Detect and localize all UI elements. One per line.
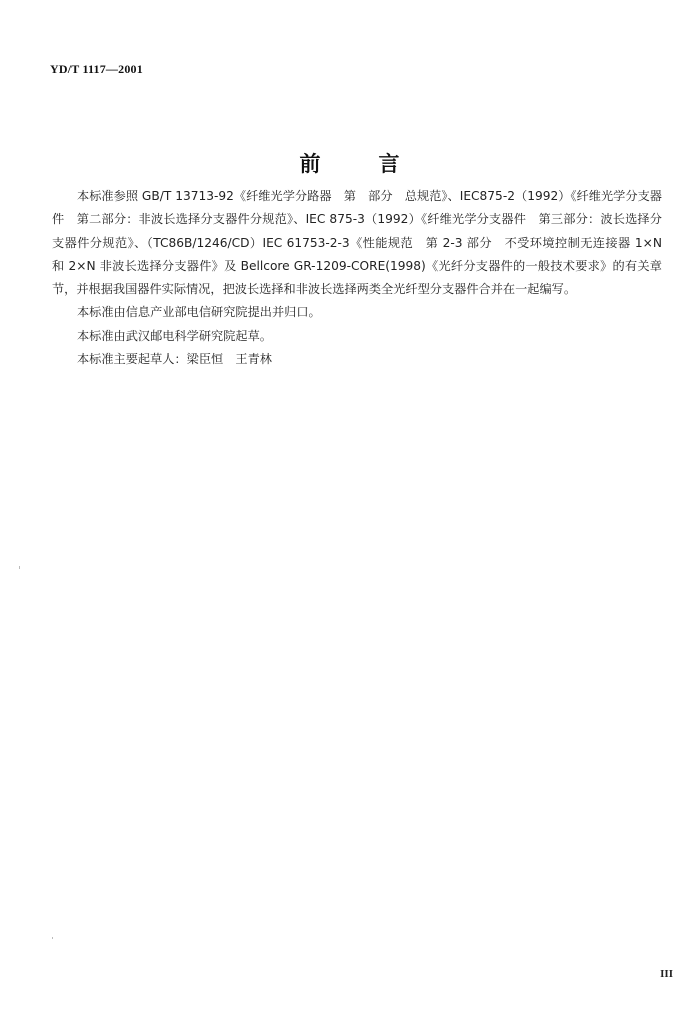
page-title	[0, 148, 699, 178]
paragraph-reference-standards: 本标准参照 GB/T 13713-92《纤维光学分路器 第 部分 总规范》、IEC875-2（1992）《纤维光学分支器件 第二部分：非波长选择分支器件分规范》、IEC 875-3（1992）《纤维光学分支器件 第三部分：波长选择分支器件分规范》、（TC86B/1246/CD）IEC 61753-2-3《性能规范 第 2-3 部分 不受环境控制无连接器 1×N 和 2×N 非波长选择分支器件》及 Bellcore GR-1209-CORE(1998)《光纤分支器件的一般技术要求》的有关章节，并根据我国器件实际情况，把波长选择和非波长选择两类全光纤型分支器件合并在一起编写。	[52, 189, 662, 297]
paragraph-proposer: 本标准由信息产业部电信研究院提出并归口。	[77, 305, 321, 320]
title-char-left: 前	[299, 152, 321, 176]
title-char-right: 言	[378, 152, 400, 176]
scan-speck	[52, 937, 53, 939]
paragraph-drafters: 本标准主要起草人：梁臣恒 王青林	[77, 352, 272, 367]
body-text	[52, 185, 662, 371]
page-number: III	[660, 968, 673, 980]
scan-speck	[19, 566, 20, 569]
paragraph-drafting-unit: 本标准由武汉邮电科学研究院起草。	[77, 328, 272, 343]
standard-number: YD/T 1117—2001	[50, 62, 143, 76]
